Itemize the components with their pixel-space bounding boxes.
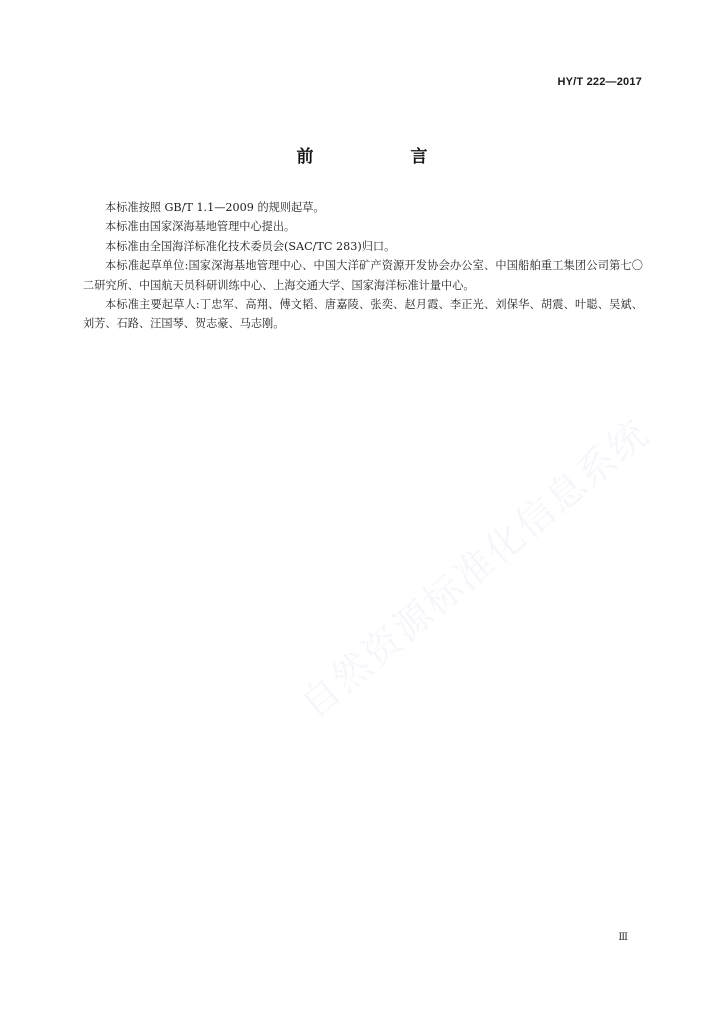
watermark-text: 自然资源标准化信息系统 (292, 410, 658, 728)
paragraph-main-drafters: 本标准主要起草人:丁忠军、高翔、傅文韬、唐嘉陵、张奕、赵月霞、李正光、刘保华、胡震、叶聪、吴斌、刘芳、石路、汪国琴、贺志豪、马志刚。 (83, 298, 643, 331)
paragraph-centralized-management: 本标准由全国海洋标准化技术委员会(SAC/TC 283)归口。 (105, 239, 396, 253)
page-number: Ⅲ (618, 932, 628, 943)
paragraph-drafting-rules: 本标准按照 GB/T 1.1—2009 的规则起草。 (105, 201, 325, 214)
paragraph-proposer: 本标准由国家深海基地管理中心提出。 (105, 220, 296, 234)
page-title: 前 言 (296, 147, 468, 167)
standard-code-header: HY/T 222—2017 (557, 76, 642, 88)
foreword-body (83, 198, 643, 334)
paragraph-drafting-units: 本标准起草单位:国家深海基地管理中心、中国大洋矿产资源开发协会办公室、中国船舶重工集团公司第七〇二研究所、中国航天员科研训练中心、上海交通大学、国家海洋标准计量中心。 (83, 259, 643, 292)
